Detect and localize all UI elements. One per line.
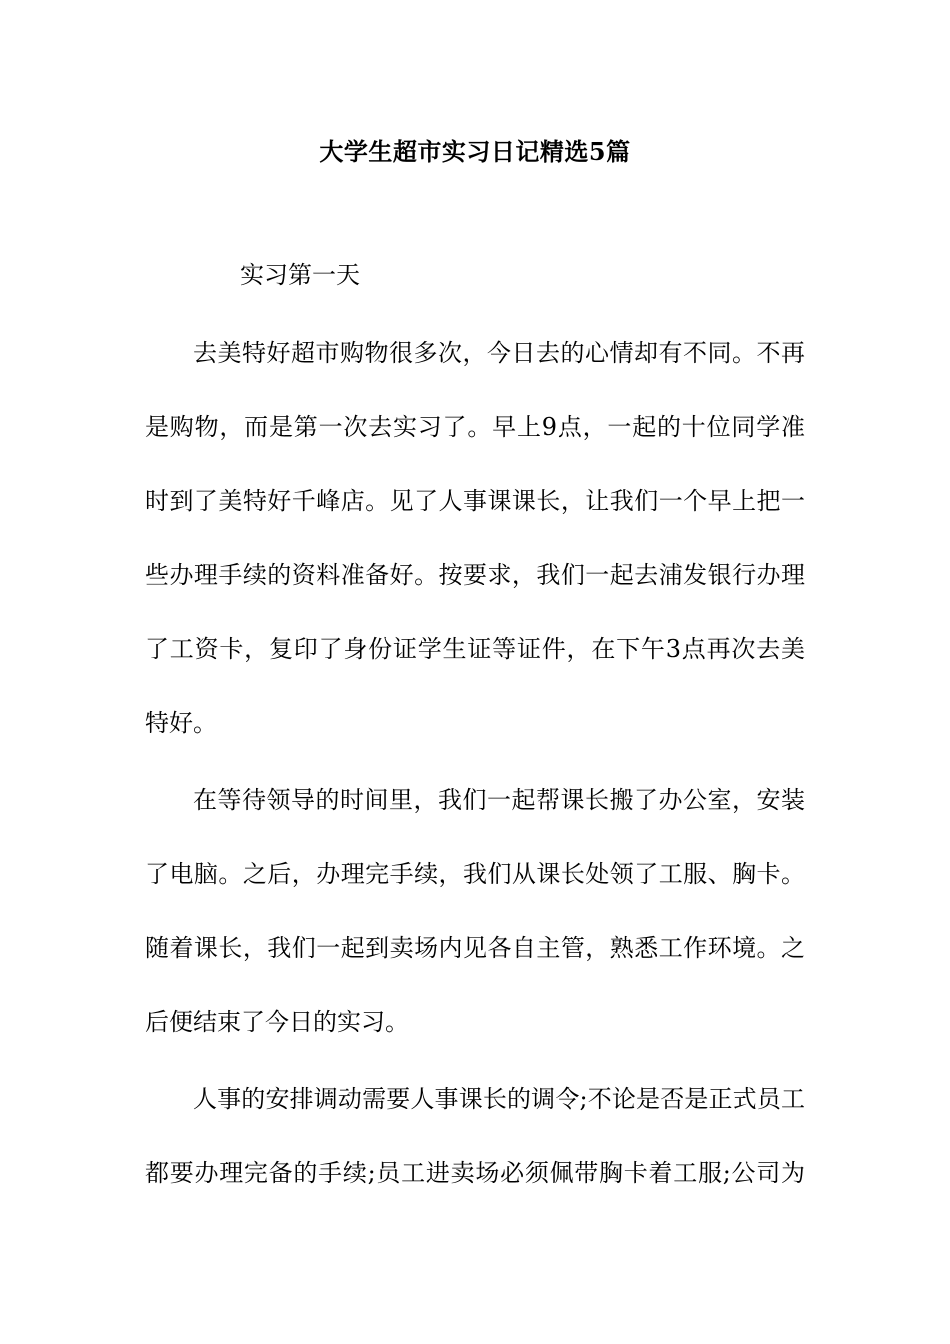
paragraph-line: 随着课长，我们一起到卖场内见各自主管，熟悉工作环境。之 [145,934,805,962]
paragraph-line: 时到了美特好千峰店。见了人事课课长，让我们一个早上把一 [145,487,805,515]
paragraph-line: 都要办理完备的手续;员工进卖场必须佩带胸卡着工服;公司为 [145,1159,805,1187]
paragraph-line: 后便结束了今日的实习。 [145,1008,409,1036]
paragraph-line: 了电脑。之后，办理完手续，我们从课长处领了工服、胸卡。 [145,860,805,888]
paragraph-line: 去美特好超市购物很多次，今日去的心情却有不同。不再 [193,339,805,367]
paragraph-line: 人事的安排调动需要人事课长的调令;不论是否是正式员工 [193,1085,805,1113]
paragraph-line: 特好。 [145,709,217,737]
section-heading: 实习第一天 [240,261,360,289]
paragraph-line: 了工资卡，复印了身份证学生证等证件，在下午3点再次去美 [145,635,805,663]
paragraph-line: 在等待领导的时间里，我们一起帮课长搬了办公室，安装 [193,786,805,814]
document-title: 大学生超市实习日记精选5篇 [319,137,631,166]
paragraph-line: 些办理手续的资料准备好。按要求，我们一起去浦发银行办理 [145,561,805,589]
paragraph-line: 是购物，而是第一次去实习了。早上9点，一起的十位同学准 [145,413,805,441]
